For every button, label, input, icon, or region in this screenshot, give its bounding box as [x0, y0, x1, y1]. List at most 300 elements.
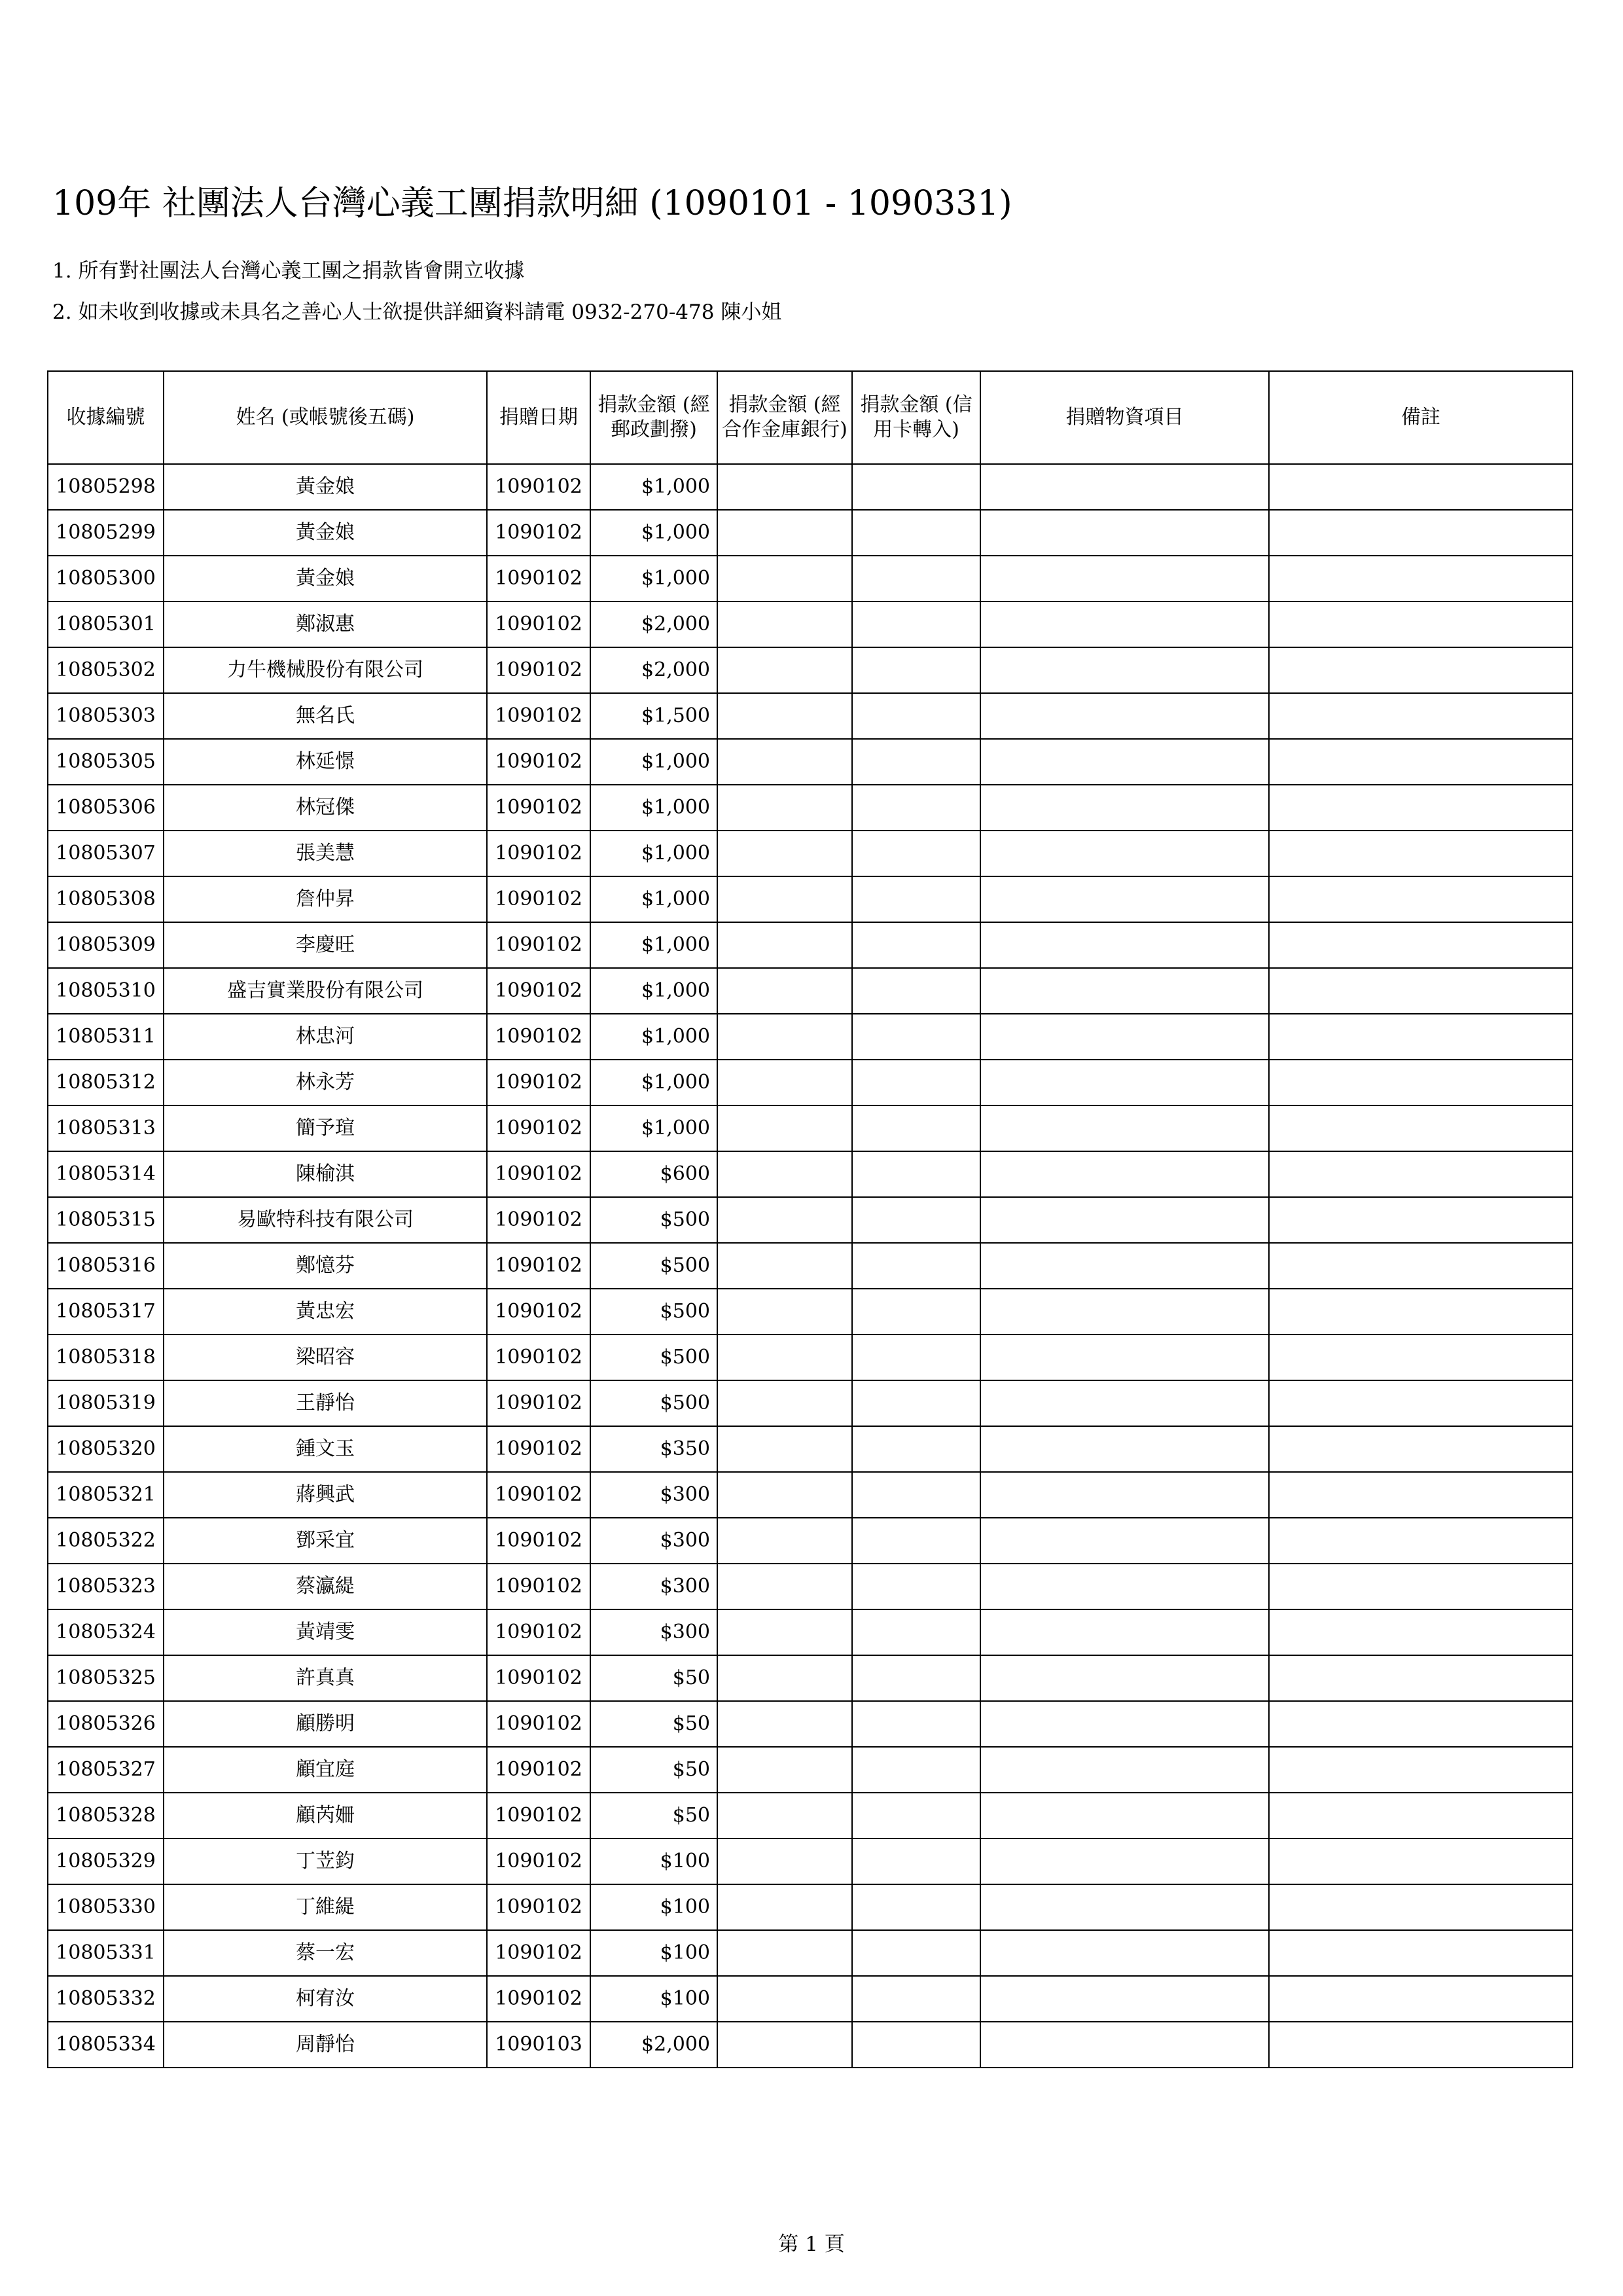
cell-amount-postal: $50: [590, 1701, 717, 1747]
cell-amount-postal: $50: [590, 1655, 717, 1701]
cell-amount-bank: [717, 1518, 852, 1564]
cell-amount-credit-card: [852, 1564, 980, 1609]
cell-amount-credit-card: [852, 922, 980, 968]
cell-remarks: [1269, 1335, 1573, 1380]
cell-amount-credit-card: [852, 1335, 980, 1380]
cell-amount-credit-card: [852, 464, 980, 510]
cell-remarks: [1269, 1472, 1573, 1518]
cell-donation-date: 1090102: [487, 510, 590, 556]
cell-donated-goods: [980, 1197, 1269, 1243]
cell-donated-goods: [980, 1014, 1269, 1060]
cell-donor-name: 顧勝明: [164, 1701, 487, 1747]
table-row: [48, 1243, 1573, 1289]
cell-amount-postal: $100: [590, 1839, 717, 1884]
cell-donor-name: 丁維緹: [164, 1884, 487, 1930]
cell-receipt-number: 10805334: [48, 2022, 164, 2068]
cell-donated-goods: [980, 876, 1269, 922]
cell-amount-postal: $1,000: [590, 1014, 717, 1060]
cell-amount-credit-card: [852, 556, 980, 601]
table-row: [48, 1884, 1573, 1930]
cell-remarks: [1269, 1105, 1573, 1151]
cell-donor-name: 黃忠宏: [164, 1289, 487, 1335]
cell-donation-date: 1090102: [487, 1289, 590, 1335]
cell-amount-postal: $1,000: [590, 1060, 717, 1105]
cell-donated-goods: [980, 1747, 1269, 1793]
cell-donation-date: 1090102: [487, 968, 590, 1014]
cell-donated-goods: [980, 1518, 1269, 1564]
cell-amount-credit-card: [852, 1014, 980, 1060]
cell-amount-postal: $500: [590, 1380, 717, 1426]
cell-amount-credit-card: [852, 1289, 980, 1335]
cell-amount-bank: [717, 922, 852, 968]
cell-remarks: [1269, 647, 1573, 693]
header-amount-bank: 捐款金額 (經合作金庫銀行): [717, 371, 852, 464]
cell-amount-bank: [717, 1289, 852, 1335]
header-donation-date: 捐贈日期: [487, 371, 590, 464]
cell-donation-date: 1090102: [487, 693, 590, 739]
cell-amount-postal: $300: [590, 1518, 717, 1564]
cell-receipt-number: 10805317: [48, 1289, 164, 1335]
cell-amount-postal: $100: [590, 1930, 717, 1976]
cell-donated-goods: [980, 1839, 1269, 1884]
cell-donated-goods: [980, 464, 1269, 510]
header-receipt-number: 收據編號: [48, 371, 164, 464]
table-row: [48, 601, 1573, 647]
cell-amount-postal: $1,000: [590, 831, 717, 876]
cell-amount-credit-card: [852, 1060, 980, 1105]
donation-table: [47, 370, 1573, 2068]
cell-receipt-number: 10805325: [48, 1655, 164, 1701]
cell-donor-name: 黃金娘: [164, 510, 487, 556]
cell-amount-postal: $2,000: [590, 601, 717, 647]
cell-donated-goods: [980, 922, 1269, 968]
cell-amount-postal: $1,000: [590, 510, 717, 556]
cell-amount-credit-card: [852, 831, 980, 876]
cell-donation-date: 1090102: [487, 1747, 590, 1793]
cell-amount-postal: $50: [590, 1793, 717, 1839]
cell-amount-credit-card: [852, 968, 980, 1014]
cell-donated-goods: [980, 1609, 1269, 1655]
cell-remarks: [1269, 1793, 1573, 1839]
cell-remarks: [1269, 1564, 1573, 1609]
table-row: [48, 1472, 1573, 1518]
header-remarks: 備註: [1269, 371, 1573, 464]
cell-donor-name: 簡予瑄: [164, 1105, 487, 1151]
cell-donor-name: 蔡一宏: [164, 1930, 487, 1976]
cell-donor-name: 林冠傑: [164, 785, 487, 831]
table-row: [48, 1014, 1573, 1060]
cell-amount-postal: $1,000: [590, 785, 717, 831]
cell-receipt-number: 10805319: [48, 1380, 164, 1426]
cell-donation-date: 1090102: [487, 464, 590, 510]
cell-receipt-number: 10805326: [48, 1701, 164, 1747]
cell-amount-credit-card: [852, 601, 980, 647]
cell-receipt-number: 10805332: [48, 1976, 164, 2022]
table-row: [48, 1289, 1573, 1335]
cell-remarks: [1269, 1839, 1573, 1884]
cell-donated-goods: [980, 647, 1269, 693]
cell-donor-name: 詹仲昇: [164, 876, 487, 922]
cell-amount-credit-card: [852, 1609, 980, 1655]
cell-remarks: [1269, 1884, 1573, 1930]
cell-donation-date: 1090102: [487, 1839, 590, 1884]
table-row: [48, 1197, 1573, 1243]
table-row: [48, 1655, 1573, 1701]
cell-donation-date: 1090102: [487, 1197, 590, 1243]
cell-receipt-number: 10805314: [48, 1151, 164, 1197]
cell-donated-goods: [980, 968, 1269, 1014]
cell-donation-date: 1090102: [487, 1793, 590, 1839]
cell-amount-postal: $1,000: [590, 1105, 717, 1151]
cell-donation-date: 1090102: [487, 1884, 590, 1930]
cell-donation-date: 1090102: [487, 647, 590, 693]
cell-remarks: [1269, 922, 1573, 968]
cell-donor-name: 林永芳: [164, 1060, 487, 1105]
cell-receipt-number: 10805328: [48, 1793, 164, 1839]
cell-receipt-number: 10805327: [48, 1747, 164, 1793]
table-row: [48, 2022, 1573, 2068]
cell-receipt-number: 10805331: [48, 1930, 164, 1976]
cell-donated-goods: [980, 1380, 1269, 1426]
cell-amount-credit-card: [852, 1930, 980, 1976]
cell-amount-postal: $500: [590, 1197, 717, 1243]
table-row: [48, 1976, 1573, 2022]
cell-amount-bank: [717, 464, 852, 510]
cell-receipt-number: 10805302: [48, 647, 164, 693]
cell-remarks: [1269, 739, 1573, 785]
cell-amount-bank: [717, 1060, 852, 1105]
cell-receipt-number: 10805315: [48, 1197, 164, 1243]
cell-donation-date: 1090102: [487, 1380, 590, 1426]
cell-remarks: [1269, 464, 1573, 510]
cell-donation-date: 1090102: [487, 1335, 590, 1380]
cell-receipt-number: 10805329: [48, 1839, 164, 1884]
cell-amount-credit-card: [852, 1655, 980, 1701]
cell-donor-name: 力牛機械股份有限公司: [164, 647, 487, 693]
cell-receipt-number: 10805307: [48, 831, 164, 876]
table-row: [48, 464, 1573, 510]
cell-receipt-number: 10805313: [48, 1105, 164, 1151]
cell-remarks: [1269, 831, 1573, 876]
table-row: [48, 739, 1573, 785]
table-row: [48, 510, 1573, 556]
cell-donated-goods: [980, 1976, 1269, 2022]
cell-donor-name: 鄧采宜: [164, 1518, 487, 1564]
cell-donation-date: 1090102: [487, 1243, 590, 1289]
cell-receipt-number: 10805298: [48, 464, 164, 510]
cell-amount-postal: $100: [590, 1884, 717, 1930]
table-row: [48, 1930, 1573, 1976]
cell-remarks: [1269, 1518, 1573, 1564]
cell-donor-name: 顧芮姍: [164, 1793, 487, 1839]
cell-donated-goods: [980, 1472, 1269, 1518]
cell-remarks: [1269, 1609, 1573, 1655]
cell-donor-name: 鄭淑惠: [164, 601, 487, 647]
cell-donor-name: 盛吉實業股份有限公司: [164, 968, 487, 1014]
cell-donor-name: 柯宥汝: [164, 1976, 487, 2022]
cell-amount-bank: [717, 1655, 852, 1701]
cell-amount-postal: $600: [590, 1151, 717, 1197]
cell-amount-credit-card: [852, 2022, 980, 2068]
cell-remarks: [1269, 968, 1573, 1014]
cell-receipt-number: 10805316: [48, 1243, 164, 1289]
cell-remarks: [1269, 785, 1573, 831]
cell-amount-bank: [717, 510, 852, 556]
cell-donor-name: 梁昭容: [164, 1335, 487, 1380]
cell-donor-name: 黃金娘: [164, 464, 487, 510]
cell-amount-bank: [717, 1564, 852, 1609]
cell-donor-name: 許真真: [164, 1655, 487, 1701]
cell-amount-postal: $50: [590, 1747, 717, 1793]
cell-donation-date: 1090102: [487, 556, 590, 601]
table-row: [48, 1060, 1573, 1105]
cell-donation-date: 1090102: [487, 1060, 590, 1105]
table-row: [48, 1105, 1573, 1151]
cell-amount-bank: [717, 1976, 852, 2022]
cell-donation-date: 1090102: [487, 1701, 590, 1747]
cell-donated-goods: [980, 556, 1269, 601]
cell-receipt-number: 10805321: [48, 1472, 164, 1518]
cell-remarks: [1269, 1060, 1573, 1105]
cell-amount-credit-card: [852, 1884, 980, 1930]
cell-amount-bank: [717, 1884, 852, 1930]
cell-donated-goods: [980, 510, 1269, 556]
cell-donated-goods: [980, 1105, 1269, 1151]
cell-donation-date: 1090103: [487, 2022, 590, 2068]
cell-donor-name: 丁苙鈞: [164, 1839, 487, 1884]
cell-receipt-number: 10805309: [48, 922, 164, 968]
table-row: [48, 968, 1573, 1014]
cell-amount-bank: [717, 647, 852, 693]
cell-amount-credit-card: [852, 1839, 980, 1884]
table-header-row: [48, 371, 1573, 464]
table-row: [48, 1518, 1573, 1564]
cell-amount-postal: $500: [590, 1243, 717, 1289]
table-row: [48, 1793, 1573, 1839]
table-row: [48, 1747, 1573, 1793]
cell-remarks: [1269, 1197, 1573, 1243]
cell-amount-credit-card: [852, 1380, 980, 1426]
cell-donated-goods: [980, 1426, 1269, 1472]
cell-receipt-number: 10805306: [48, 785, 164, 831]
header-amount-credit-card: 捐款金額 (信用卡轉入): [852, 371, 980, 464]
cell-amount-bank: [717, 1747, 852, 1793]
cell-donated-goods: [980, 693, 1269, 739]
cell-donor-name: 易歐特科技有限公司: [164, 1197, 487, 1243]
cell-amount-bank: [717, 1793, 852, 1839]
cell-amount-bank: [717, 1151, 852, 1197]
cell-amount-postal: $1,000: [590, 464, 717, 510]
cell-amount-bank: [717, 1609, 852, 1655]
cell-amount-credit-card: [852, 1976, 980, 2022]
table-row: [48, 1426, 1573, 1472]
cell-donor-name: 王靜怡: [164, 1380, 487, 1426]
cell-amount-bank: [717, 1197, 852, 1243]
cell-donation-date: 1090102: [487, 1014, 590, 1060]
cell-remarks: [1269, 1014, 1573, 1060]
cell-amount-credit-card: [852, 785, 980, 831]
cell-donated-goods: [980, 1289, 1269, 1335]
table-row: [48, 647, 1573, 693]
cell-donation-date: 1090102: [487, 1655, 590, 1701]
cell-donation-date: 1090102: [487, 1105, 590, 1151]
table-row: [48, 876, 1573, 922]
cell-donation-date: 1090102: [487, 785, 590, 831]
cell-remarks: [1269, 1747, 1573, 1793]
cell-amount-bank: [717, 1701, 852, 1747]
cell-receipt-number: 10805308: [48, 876, 164, 922]
cell-donated-goods: [980, 831, 1269, 876]
cell-amount-postal: $1,000: [590, 556, 717, 601]
table-row: [48, 1564, 1573, 1609]
cell-donor-name: 黃金娘: [164, 556, 487, 601]
cell-donation-date: 1090102: [487, 1426, 590, 1472]
table-row: [48, 556, 1573, 601]
page-title: 109年 社團法人台灣心義工團捐款明細 (1090101 - 1090331): [52, 184, 1012, 223]
cell-amount-postal: $1,000: [590, 876, 717, 922]
cell-receipt-number: 10805303: [48, 693, 164, 739]
cell-amount-credit-card: [852, 510, 980, 556]
cell-amount-credit-card: [852, 1151, 980, 1197]
cell-amount-postal: $300: [590, 1609, 717, 1655]
cell-amount-postal: $300: [590, 1472, 717, 1518]
cell-remarks: [1269, 1289, 1573, 1335]
cell-amount-bank: [717, 739, 852, 785]
cell-receipt-number: 10805323: [48, 1564, 164, 1609]
cell-amount-credit-card: [852, 1472, 980, 1518]
cell-amount-bank: [717, 968, 852, 1014]
cell-amount-credit-card: [852, 1243, 980, 1289]
cell-amount-postal: $500: [590, 1335, 717, 1380]
cell-receipt-number: 10805322: [48, 1518, 164, 1564]
cell-remarks: [1269, 876, 1573, 922]
cell-donor-name: 蔡瀛緹: [164, 1564, 487, 1609]
note-contact: 2. 如未收到收據或未具名之善心人士欲提供詳細資料請電 0932-270-478 陳小姐: [52, 300, 782, 324]
cell-donation-date: 1090102: [487, 1976, 590, 2022]
cell-amount-postal: $2,000: [590, 2022, 717, 2068]
cell-remarks: [1269, 693, 1573, 739]
cell-receipt-number: 10805311: [48, 1014, 164, 1060]
cell-receipt-number: 10805318: [48, 1335, 164, 1380]
cell-amount-bank: [717, 1335, 852, 1380]
cell-amount-bank: [717, 2022, 852, 2068]
cell-donated-goods: [980, 1884, 1269, 1930]
cell-amount-bank: [717, 601, 852, 647]
table-row: [48, 693, 1573, 739]
cell-remarks: [1269, 556, 1573, 601]
cell-donation-date: 1090102: [487, 1564, 590, 1609]
cell-amount-credit-card: [852, 1793, 980, 1839]
cell-donated-goods: [980, 1793, 1269, 1839]
cell-donated-goods: [980, 1564, 1269, 1609]
cell-receipt-number: 10805324: [48, 1609, 164, 1655]
cell-receipt-number: 10805299: [48, 510, 164, 556]
cell-donated-goods: [980, 1151, 1269, 1197]
cell-amount-credit-card: [852, 647, 980, 693]
cell-donor-name: 李慶旺: [164, 922, 487, 968]
cell-amount-postal: $350: [590, 1426, 717, 1472]
cell-donor-name: 林延憬: [164, 739, 487, 785]
cell-receipt-number: 10805320: [48, 1426, 164, 1472]
cell-donation-date: 1090102: [487, 739, 590, 785]
cell-remarks: [1269, 1976, 1573, 2022]
cell-donated-goods: [980, 1930, 1269, 1976]
cell-amount-credit-card: [852, 1426, 980, 1472]
cell-donation-date: 1090102: [487, 1930, 590, 1976]
cell-donation-date: 1090102: [487, 1151, 590, 1197]
cell-amount-bank: [717, 1472, 852, 1518]
table-row: [48, 1839, 1573, 1884]
header-donor-name: 姓名 (或帳號後五碼): [164, 371, 487, 464]
cell-receipt-number: 10805310: [48, 968, 164, 1014]
cell-remarks: [1269, 601, 1573, 647]
cell-donor-name: 顧宜庭: [164, 1747, 487, 1793]
cell-amount-postal: $2,000: [590, 647, 717, 693]
cell-remarks: [1269, 1380, 1573, 1426]
cell-remarks: [1269, 1701, 1573, 1747]
cell-receipt-number: 10805312: [48, 1060, 164, 1105]
cell-amount-bank: [717, 1105, 852, 1151]
cell-donor-name: 鍾文玉: [164, 1426, 487, 1472]
page-number: 第 1 頁: [778, 2233, 845, 2256]
cell-amount-bank: [717, 831, 852, 876]
cell-receipt-number: 10805305: [48, 739, 164, 785]
cell-amount-postal: $100: [590, 1976, 717, 2022]
cell-donation-date: 1090102: [487, 601, 590, 647]
cell-amount-postal: $300: [590, 1564, 717, 1609]
table-row: [48, 1380, 1573, 1426]
cell-amount-postal: $1,500: [590, 693, 717, 739]
table-row: [48, 785, 1573, 831]
cell-receipt-number: 10805300: [48, 556, 164, 601]
cell-amount-credit-card: [852, 1197, 980, 1243]
cell-donation-date: 1090102: [487, 831, 590, 876]
cell-donation-date: 1090102: [487, 1609, 590, 1655]
cell-amount-credit-card: [852, 1518, 980, 1564]
table-row: [48, 922, 1573, 968]
cell-donation-date: 1090102: [487, 876, 590, 922]
cell-donated-goods: [980, 1701, 1269, 1747]
cell-donor-name: 林忠河: [164, 1014, 487, 1060]
cell-receipt-number: 10805301: [48, 601, 164, 647]
cell-amount-bank: [717, 1930, 852, 1976]
cell-amount-bank: [717, 1380, 852, 1426]
cell-donor-name: 張美慧: [164, 831, 487, 876]
cell-amount-credit-card: [852, 876, 980, 922]
cell-amount-credit-card: [852, 1105, 980, 1151]
cell-amount-postal: $1,000: [590, 968, 717, 1014]
cell-donation-date: 1090102: [487, 1472, 590, 1518]
cell-remarks: [1269, 1151, 1573, 1197]
cell-amount-postal: $500: [590, 1289, 717, 1335]
table-row: [48, 1609, 1573, 1655]
cell-donated-goods: [980, 1243, 1269, 1289]
cell-donated-goods: [980, 1060, 1269, 1105]
cell-donated-goods: [980, 2022, 1269, 2068]
cell-remarks: [1269, 2022, 1573, 2068]
table-row: [48, 1701, 1573, 1747]
table-row: [48, 1151, 1573, 1197]
cell-donor-name: 周靜怡: [164, 2022, 487, 2068]
cell-receipt-number: 10805330: [48, 1884, 164, 1930]
cell-amount-credit-card: [852, 1701, 980, 1747]
cell-amount-bank: [717, 556, 852, 601]
cell-remarks: [1269, 1243, 1573, 1289]
cell-amount-postal: $1,000: [590, 922, 717, 968]
cell-amount-credit-card: [852, 693, 980, 739]
cell-amount-credit-card: [852, 1747, 980, 1793]
cell-amount-bank: [717, 1014, 852, 1060]
